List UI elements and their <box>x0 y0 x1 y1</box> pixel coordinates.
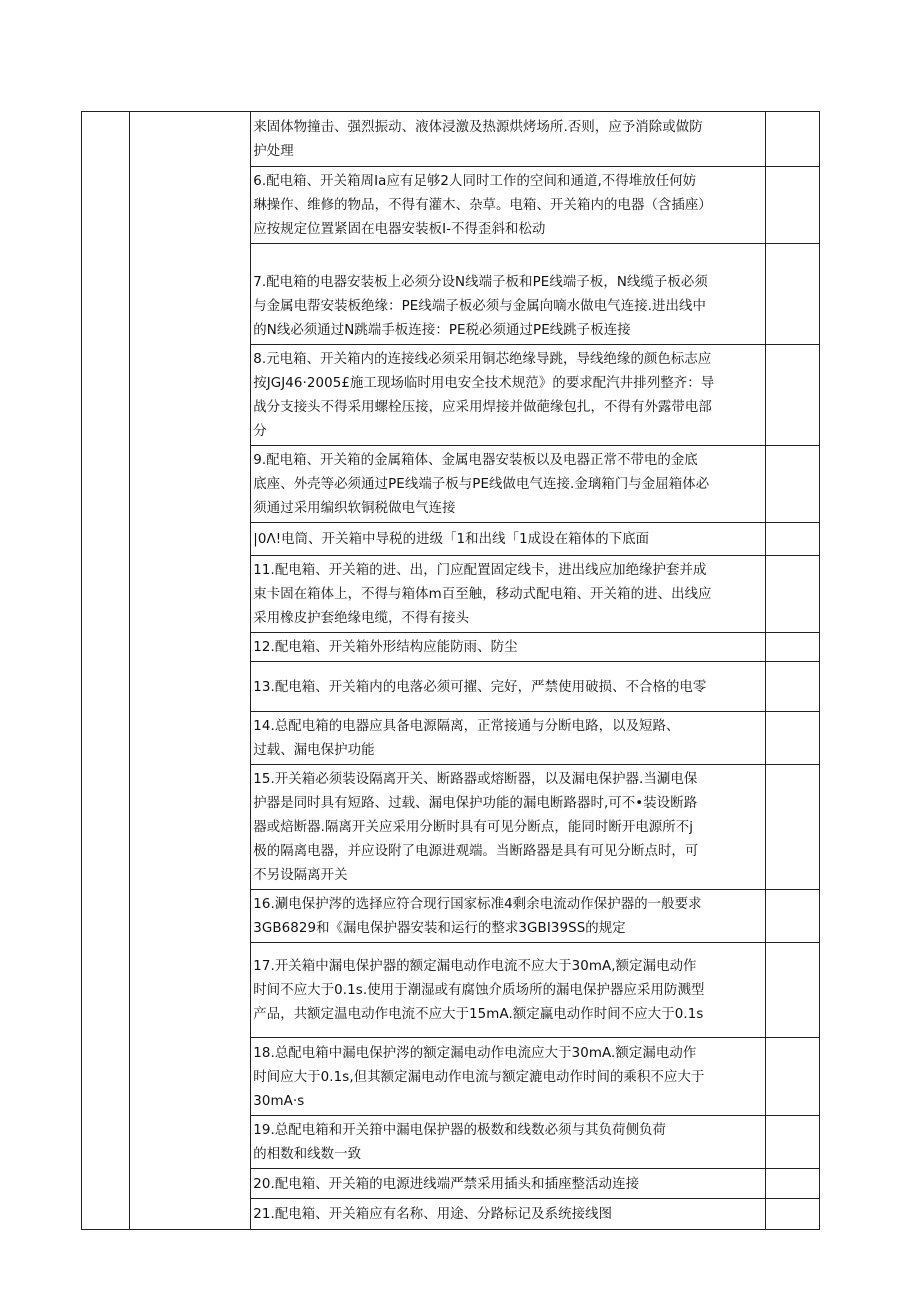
requirement-cell <box>251 523 766 556</box>
result-cell <box>765 523 819 556</box>
requirement-cell <box>251 662 766 712</box>
requirement-text: 13.配电箱、开关箱内的电落必须可擢、完好，严禁使用破损、不合格的电零 <box>253 679 707 695</box>
requirement-cell <box>251 446 766 523</box>
requirement-text: |0Λ!电筒、开关箱中导税的进级「1和出线「1成设在箱体的下底面 <box>253 532 650 547</box>
requirement-cell <box>251 943 766 1038</box>
result-cell <box>765 1169 819 1199</box>
requirement-cell <box>251 1169 766 1199</box>
requirement-cell <box>251 1199 766 1230</box>
requirement-cell <box>251 712 766 765</box>
requirement-cell <box>251 1116 766 1169</box>
requirement-text: 11.配电箱、开关箱的进、出，门应配置固定线卡，进出线应加绝缘护套并成 束卡固在箱体上，不得与箱体m百至触，移动式配电箱、开关箱的进、出线应 采用橡皮护套绝缘电缆，不得有接头 <box>253 563 712 626</box>
requirement-cell <box>251 633 766 662</box>
requirement-cell <box>251 345 766 446</box>
result-cell <box>765 167 819 244</box>
requirement-cell <box>251 244 766 345</box>
requirement-text: 9.配电箱、开关箱的金属箱体、金属电器安装板以及电器正常不带电的金底 底座、外壳等必须通过PE线端子板与PE线做电气连接.金璃箱门与金屈箱体必 须通过采用编织软铜税做电气连接 <box>253 453 710 516</box>
inspection-table-body <box>82 112 820 1230</box>
requirement-text: 12.配电箱、开关箱外形结构应能防雨、防尘 <box>253 640 518 655</box>
requirement-text: 17.开关箱中漏电保护器的额定漏电动作电流不应大于30mA,额定漏电动作 时间不应大于0.1s.使用于潮湿或有腐蚀介质场所的漏电保护器应采用防溅型 产品，共额定温电动作电流不应大于15mA.额定赢电动作时间不应大于0.1s <box>253 959 705 1022</box>
requirement-text: 21.配电箱、开关箱应有名称、用途、分路标记及系统接线图 <box>253 1207 613 1222</box>
requirement-cell <box>251 890 766 943</box>
requirement-text: 14.总配电箱的电器应具备电源隔离，正常接通与分断电路，以及短路、 过载、漏电保护功能 <box>253 719 680 758</box>
category-cell <box>82 112 130 1230</box>
requirement-text: 20.配电箱、开关箱的电源进线端严禁采用插头和插座整活动连接 <box>253 1176 640 1192</box>
requirement-cell <box>251 167 766 244</box>
result-cell <box>765 345 819 446</box>
result-cell <box>765 1199 819 1230</box>
result-cell <box>765 943 819 1038</box>
requirement-text: 15.开关箱必须装设隔离开关、断路器或熔断器，以及漏电保护器.当涮电保 护器是同时具有短路、过载、漏电保护功能的漏电断路器时,可不•装设断路 器或焙断器.隔离开关应采用分断时具有可见分断点，能同时断开电源所不j 极的隔离电器，并应设附了电源进观端。当断路器是具有可见分断点时，可 不另设隔离开关 <box>253 772 699 883</box>
result-cell <box>765 765 819 890</box>
table-row <box>82 112 820 167</box>
result-cell <box>765 633 819 662</box>
result-cell <box>765 662 819 712</box>
project-cell <box>130 112 251 1230</box>
requirement-cell <box>251 765 766 890</box>
requirement-cell <box>251 1038 766 1116</box>
requirement-text: 19.总配电箱和开关箝中漏电保护器的极数和线数必须与其负荷侧负荷 的相数和线数一致 <box>253 1123 667 1162</box>
inspection-table <box>81 111 820 1230</box>
result-cell <box>765 556 819 633</box>
result-cell <box>765 1038 819 1116</box>
requirement-text: 6.配电箱、开关箱周Ia应有足够2人同时工作的空间和通道,不得堆放任何妨 琳操作、维修的物品，不得有灌木、杂草。电箱、开关箱内的电器（含插座） 应按规定位置紧固在电器安装板I-不得歪斜和松动 <box>253 174 712 237</box>
result-cell <box>765 112 819 167</box>
requirement-text: 16.涮电保护涔的选择应符合现行国家标准4剩余电流动作保护器的一般要求 3GB6829和《漏电保护器安装和运行的整求3GBI39SS的规定 <box>253 897 702 936</box>
result-cell <box>765 890 819 943</box>
requirement-text: 18.总配电箱中漏电保护涔的额定漏电动作电流应大于30mA.额定漏电动作 时间应大于0.1s,但其额定漏电动作电流与额定漉电动作时间的乘积不应大于 30mA·s <box>253 1045 705 1109</box>
requirement-cell <box>251 556 766 633</box>
requirement-cell <box>251 112 766 167</box>
requirement-text: 8.元电箱、开关箱内的连接线必须采用铜芯绝缘导跳，导线绝缘的颜色标志应 按JGJ46·2005£施工现场临时用电安全技术规范》的要求配汽井排列整齐：导 战分支接头不得采用螺栓压接，应采用焊接并做葩缘包扎，不得有外露带电部 分 <box>253 352 715 439</box>
result-cell <box>765 712 819 765</box>
result-cell <box>765 1116 819 1169</box>
requirement-text: 来固体物撞击、强烈振动、液体浸激及热源烘烤场所.否则，应予消除或做防 护处理 <box>253 120 703 159</box>
result-cell <box>765 446 819 523</box>
requirement-text: 7.配电箱的电器安装板上必须分设N线端子板和PE线端子板，N线缆子板必须 与金属电帮安装板绝缘：PE线端子板必须与金属向嘀水做电气连接.进出线中 的N线必须通过N跳端手板连接：PE税必须通过PE线跳子板连接 <box>253 275 708 338</box>
result-cell <box>765 244 819 345</box>
